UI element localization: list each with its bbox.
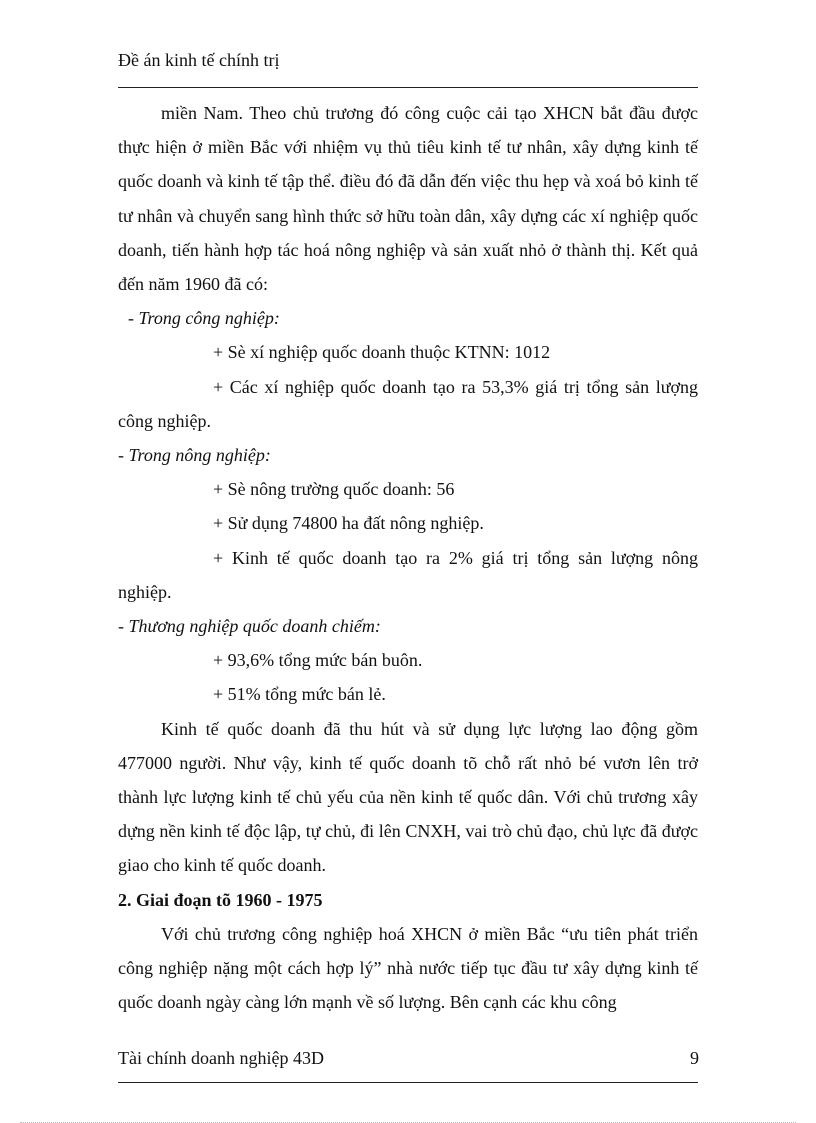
header-rule — [118, 87, 698, 88]
paragraph-section-2: Với chủ trương công nghiệp hoá XHCN ở miền Bắc “ưu tiên phát triển công nghiệp nặng một cách hợp lý” nhà nước tiếp tục đầu tư xây dựng kinh tế quốc doanh ngày càng lớn mạnh về số lượng. Bên cạnh các khu công — [118, 923, 698, 1013]
agriculture-item-3: + Kinh tế quốc doanh tạo ra 2% giá trị tổng sản lượng nông nghiệp. — [118, 547, 698, 602]
industry-heading: - Trong công nghiệp: — [128, 308, 280, 329]
agriculture-item-1: + Sè nông trường quốc doanh: 56 — [213, 479, 455, 500]
section-heading: 2. Giai đoạn tõ 1960 - 1975 — [118, 889, 323, 910]
industry-item-2: + Các xí nghiệp quốc doanh tạo ra 53,3% giá trị tổng sản lượng công nghiệp. — [118, 376, 698, 431]
page-number: 9 — [690, 1048, 699, 1068]
page-body — [118, 96, 698, 1019]
page-header-title: Đề án kinh tế chính trị — [118, 50, 280, 70]
agriculture-item-2: + Sử dụng 74800 ha đất nông nghiệp. — [213, 513, 484, 534]
industry-item-1: + Sè xí nghiệp quốc doanh thuộc KTNN: 1012 — [213, 342, 551, 363]
paragraph-intro: miền Nam. Theo chủ trương đó công cuộc cải tạo XHCN bắt đầu được thực hiện ở miền Bắc với nhiệm vụ thủ tiêu kinh tế tư nhân, xây dựng kinh tế quốc doanh và kinh tế tập thể. điều đó đã dẫn đến việc thu hẹp và xoá bỏ kinh tế tư nhân và chuyển sang hình thức sở hữu toàn dân, xây dựng các xí nghiệp quốc doanh, tiến hành hợp tác hoá nông nghiệp và sản xuất nhỏ ở thành thị. Kết quả đến năm 1960 đã có: — [118, 103, 698, 295]
trade-item-1: + 93,6% tổng mức bán buôn. — [213, 650, 423, 671]
trade-heading: - Thương nghiệp quốc doanh chiếm: — [118, 616, 381, 637]
footer-label: Tài chính doanh nghiệp 43D — [118, 1048, 324, 1068]
agriculture-heading: - Trong nông nghiệp: — [118, 445, 271, 466]
trade-item-2: + 51% tổng mức bán lẻ. — [213, 684, 386, 705]
footer-rule — [118, 1082, 698, 1083]
paragraph-summary: Kinh tế quốc doanh đã thu hút và sử dụng lực lượng lao động gồm 477000 người. Như vậy, kinh tế quốc doanh tõ chỗ rất nhỏ bé vươn lên trở thành lực lượng kinh tế chủ yếu của nền kinh tế quốc dân. Với chủ trương xây dựng nền kinh tế độc lập, tự chủ, đi lên CNXH, vai trò chủ đạo, chủ lực đã được giao cho kinh tế quốc doanh. — [118, 718, 698, 876]
